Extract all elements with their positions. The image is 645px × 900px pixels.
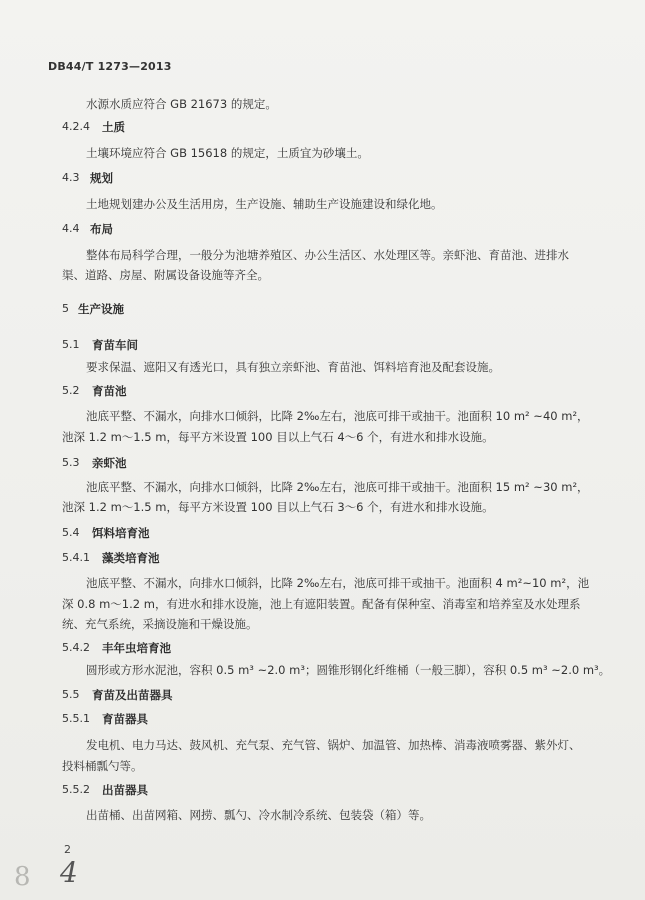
paragraph-algae-pond-line2: 深 0.8 m～1.2 m，有进水和排水设施，池上有遮阳装置。配备有保种室、消毒室和培养室及水处理系 [62,597,581,611]
section-number-5-3: 5.3 [62,456,80,469]
section-number-5-4: 5.4 [62,526,80,539]
paragraph-planning: 土地规划建办公及生活用房，生产设施、辅助生产设施建设和绿化地。 [86,197,443,211]
paragraph-soil: 土壤环境应符合 GB 15618 的规定，土质宜为砂壤土。 [86,146,369,160]
section-title-layout: 布局 [90,222,113,236]
scan-artifact-mark: 8 [14,862,31,892]
section-number-4-4: 4.4 [62,222,80,235]
section-number-5-2: 5.2 [62,384,80,397]
section-title-production-facilities: 生产设施 [78,302,124,316]
section-title-algae-pond: 藻类培育池 [102,551,160,565]
document-code: DB44/T 1273—2013 [48,60,172,73]
section-title-broodstock-pond: 亲虾池 [92,456,127,470]
section-title-nursery-pond: 育苗池 [92,384,127,398]
paragraph-broodstock-pond-line2: 池深 1.2 m～1.5 m，每平方米设置 100 目以上气石 3～6 个，有进水和排水设施。 [62,500,494,514]
paragraph-water-quality: 水源水质应符合 GB 21673 的规定。 [86,97,277,111]
section-number-5-5-1: 5.5.1 [62,712,90,725]
paragraph-shipping-equipment: 出苗桶、出苗网箱、网捞、瓢勺、冷水制冷系统、包装袋（箱）等。 [86,808,431,822]
section-title-feed-culture-pond: 饵料培育池 [92,526,150,540]
section-title-artemia-pond: 丰年虫培育池 [102,641,171,655]
paragraph-algae-pond-line1: 池底平整、不漏水，向排水口倾斜，比降 2‰左右，池底可排干或抽干。池面积 4 m²~10 m²，池 [86,576,590,590]
section-title-nursery-equipment: 育苗器具 [102,712,148,726]
section-title-planning: 规划 [90,171,113,185]
paragraph-algae-pond-line3: 统、充气系统，采摘设施和干燥设施。 [62,617,258,631]
paragraph-nursery-equipment-line2: 投料桶瓢勺等。 [62,759,143,773]
paragraph-layout-line2: 渠、道路、房屋、附属设备设施等齐全。 [62,268,269,282]
section-number-5-5-2: 5.5.2 [62,783,90,796]
section-number-5-1: 5.1 [62,338,80,351]
section-title-equipment: 育苗及出苗器具 [92,688,173,702]
paragraph-nursery-equipment-line1: 发电机、电力马达、鼓风机、充气泵、充气管、锅炉、加温管、加热棒、消毒液喷雾器、紫外灯、 [86,738,581,752]
section-number-4-3: 4.3 [62,171,80,184]
section-title-shipping-equipment: 出苗器具 [102,783,148,797]
page-number: 2 [64,843,71,856]
section-number-5: 5 [62,302,69,315]
section-number-5-5: 5.5 [62,688,80,701]
section-number-4-2-4: 4.2.4 [62,120,90,133]
paragraph-broodstock-pond-line1: 池底平整、不漏水，向排水口倾斜，比降 2‰左右，池底可排干或抽干。池面积 15 m² ~30 m²， [86,480,589,494]
paragraph-nursery-workshop: 要求保温、遮阳又有透光口，具有独立亲虾池、育苗池、饵料培育池及配套设施。 [86,360,500,374]
paragraph-artemia-pond: 圆形或方形水泥池，容积 0.5 m³ ~2.0 m³；圆锥形钢化纤维桶（一般三脚），容积 0.5 m³ ~2.0 m³。 [86,663,611,677]
section-number-5-4-2: 5.4.2 [62,641,90,654]
paragraph-layout-line1: 整体布局科学合理，一般分为池塘养殖区、办公生活区、水处理区等。亲虾池、育苗池、进排水 [86,248,569,262]
section-title-nursery-workshop: 育苗车间 [92,338,138,352]
section-title-soil: 土质 [102,120,125,134]
section-number-5-4-1: 5.4.1 [62,551,90,564]
paragraph-nursery-pond-line1: 池底平整、不漏水，向排水口倾斜，比降 2‰左右，池底可排干或抽干。池面积 10 m² ~40 m²， [86,409,589,423]
handwritten-mark: 4 [60,856,78,889]
paragraph-nursery-pond-line2: 池深 1.2 m～1.5 m，每平方米设置 100 目以上气石 4～6 个，有进水和排水设施。 [62,430,494,444]
